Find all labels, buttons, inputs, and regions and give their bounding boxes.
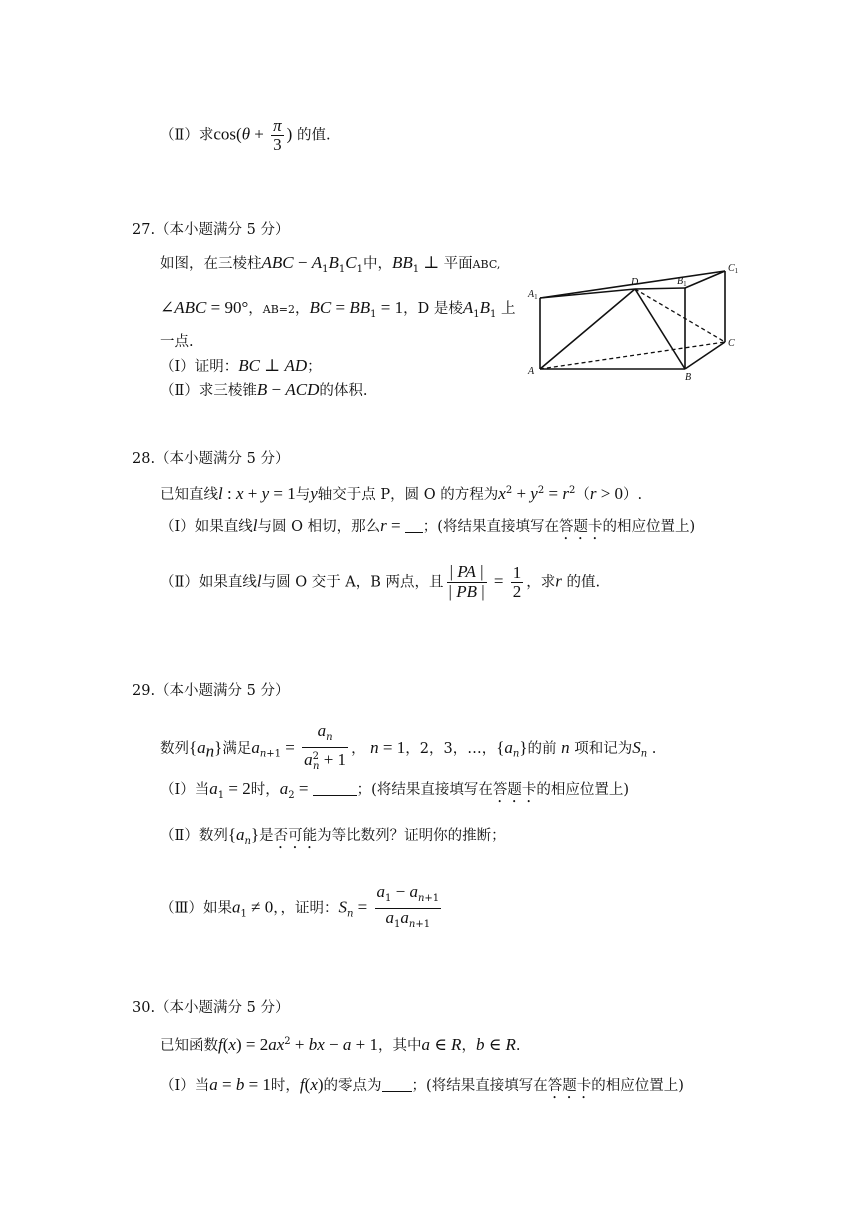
q29-part3: （Ⅲ）如果$a_1 \ne 0$，，证明：$S_n$ = $\frac{a_1 - a_{n+1}}{a_1a_{n+1}}$: [160, 883, 444, 934]
edge-A-D: [540, 289, 635, 369]
label-A: A: [528, 366, 535, 377]
q29-header: 29.（本小题满分 5 分）: [132, 683, 290, 699]
sum-formula-fraction: $\frac{a_1 - a_{n+1}}{a_1a_{n+1}}$: [376, 882, 440, 930]
q29-part2: （Ⅱ）数列$\{a_n\}$是否可能为等比数列？证明你的推断；: [160, 825, 506, 847]
q30-part1: （Ⅰ）当a = b = 1时，f(x)的零点为 ；(将结果直接填写在答题卡的相应位置上): [160, 1075, 684, 1094]
q27-part2: （Ⅱ）求三棱锥B − ACD的体积.: [160, 380, 368, 399]
edge-D-B: [635, 289, 685, 369]
q28-header: 28.（本小题满分 5 分）: [132, 451, 290, 467]
q30-line1: 已知函数$f(x) = 2ax^2$ + bx − a + 1，其中a ∈ R，b ∈ R.: [160, 1034, 521, 1054]
edge-D-C-hidden: [635, 289, 725, 342]
q27-line1: 如图，在三棱柱ABC − $A_1B_1C_1$中，$BB_1$ ⊥ 平面ABC,: [160, 253, 501, 275]
edge-B-C: [685, 342, 725, 369]
label-B: B: [685, 372, 692, 383]
pa-over-pb-fraction: $\frac{| PA |}{| PB |}$: [448, 562, 485, 601]
edge-D-B1: [635, 288, 685, 289]
q26-part2: （Ⅱ）求cos(θ + $\frac{\pi}{3}$ ) 的值.: [160, 116, 331, 154]
label-C: C: [728, 338, 735, 349]
q28-part1: （Ⅰ）如果直线l与圆 O 相切，那么r = ；(将结果直接填写在答题卡的相应位置上): [160, 516, 696, 535]
answer-blank: [313, 781, 357, 796]
label-A1: $A_1$: [528, 289, 538, 301]
q27-header: 27.（本小题满分 5 分）: [132, 222, 290, 238]
q27-part1: （Ⅰ）证明：BC ⊥ AD；: [160, 356, 322, 375]
label-D: D: [631, 277, 639, 288]
label-B1: $B_1$: [677, 276, 687, 288]
one-half-fraction: $\frac{1}{2}$: [512, 563, 522, 601]
pi-over-3-fraction: $\frac{\pi}{3}$: [273, 116, 282, 154]
answer-blank: [405, 518, 423, 533]
label-C1: $C_1$: [728, 263, 739, 275]
q27-line3: 一点.: [160, 334, 194, 350]
prism-figure: [525, 258, 750, 383]
q28-line1: 已知直线l : x + y = 1与y轴交于点 P，圆 O 的方程为$x^2 + y^2 = r^2(r > 0)$.: [160, 483, 643, 503]
q29-line1: 数列$\{a_n\}$满足$a_{n+1}$ = $\frac{a_n}{a^2_n + 1}$ ， n = 1，2，3，…，$\{a_n\}$的前 n 项和记为$S_n$ .: [160, 722, 656, 776]
q30-header: 30.（本小题满分 5 分）: [132, 1000, 290, 1016]
answer-blank: [382, 1077, 412, 1092]
q28-part2: （Ⅱ）如果直线l与圆 O 交于 A，B 两点，且 $\frac{| PA |}{| PB |}$ = $\frac{1}{2}$ ，求r 的值.: [160, 562, 601, 601]
q27-line2: ∠ABC = 90°，AB=2，BC = $BB_1 = 1$，D 是棱$A_1B_1$ 上: [160, 298, 516, 320]
recurrence-fraction: $\frac{a_n}{a^2_n + 1}$: [304, 721, 347, 772]
q29-part1: （Ⅰ）当$a_1 = 2$时，$a_2$ = ；(将结果直接填写在答题卡的相应位置上): [160, 779, 629, 801]
